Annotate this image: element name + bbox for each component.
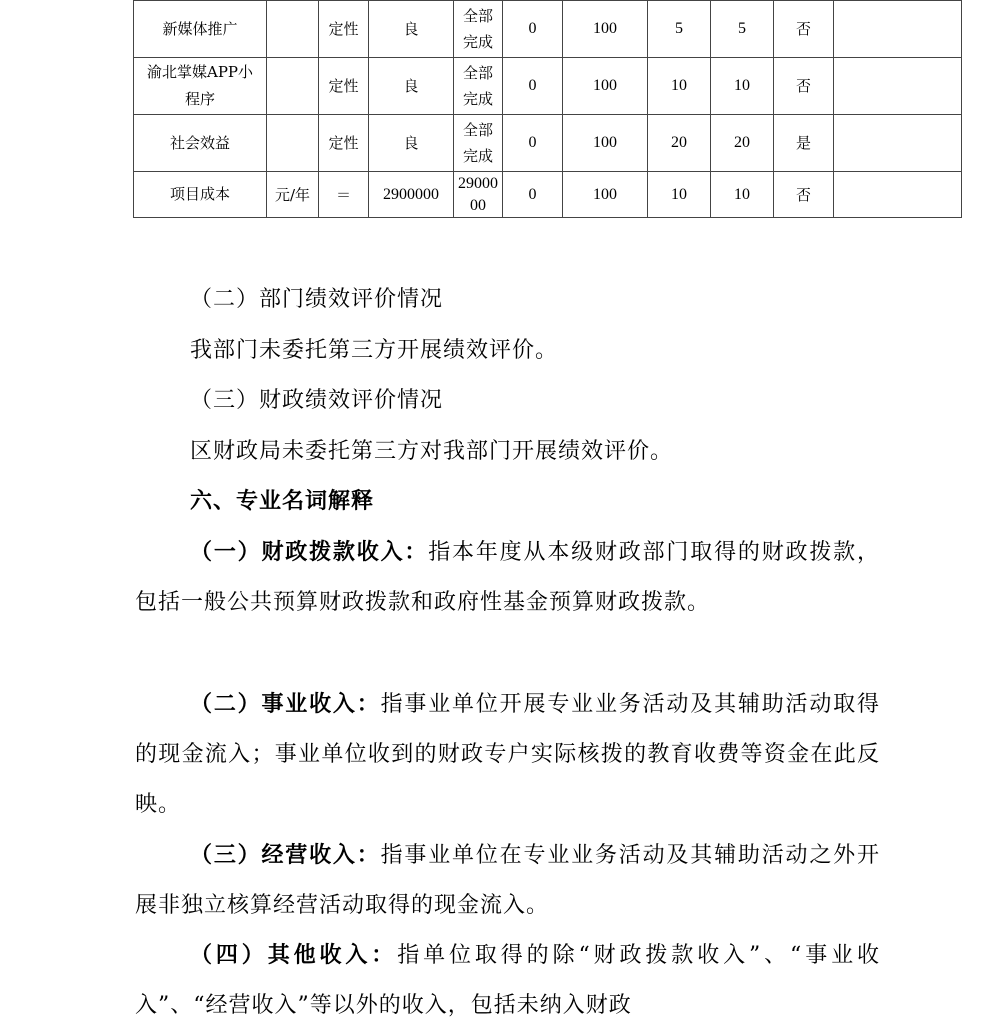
indicator-type: ＝: [319, 172, 369, 218]
glossary-definition: 指事业单位开展专业业务活动及其辅助活动取得的现金流入；事业单位收到的财政专户实际核拨的教育收费等资金在此反映。: [135, 692, 880, 817]
glossary-definition: 指事业单位在专业业务活动及其辅助活动之外开展非独立核算经营活动取得的现金流入。: [135, 843, 880, 918]
dept-eval-text: 我部门未委托第三方开展绩效评价。: [190, 338, 559, 363]
glossary-term: （一）财政拨款收入：: [190, 540, 429, 565]
glossary-term: （三）经营收入：: [190, 843, 381, 868]
cell-c7: 100: [563, 58, 648, 115]
indicator-unit: 元/年: [267, 172, 319, 218]
cell-c6: 0: [503, 58, 563, 115]
actual-value-text: 全部完成: [462, 7, 493, 51]
indicator-type: 定性: [319, 115, 369, 172]
cell-c10: 否: [774, 58, 834, 115]
cell-c6: 0: [503, 1, 563, 58]
glossary-definition: 指单位取得的除“财政拨款收入”、“事业收入”、“经营收入”等以外的收入，包括未纳入财政: [135, 943, 880, 1018]
indicator-name: [134, 58, 267, 115]
performance-table: [133, 0, 962, 218]
fin-eval-heading: （三）财政绩效评价情况: [190, 388, 444, 413]
actual-value-text: 全部完成: [462, 64, 493, 108]
cell-c10: 否: [774, 172, 834, 218]
cell-c11: [834, 115, 962, 172]
actual-value: [454, 58, 503, 115]
cell-c6: 0: [503, 115, 563, 172]
cell-c11: [834, 172, 962, 218]
cell-c10: 否: [774, 1, 834, 58]
glossary-heading: 六、专业名词解释: [190, 489, 375, 514]
cell-c10: 是: [774, 115, 834, 172]
actual-value: [454, 1, 503, 58]
cell-c9: 5: [711, 1, 774, 58]
indicator-unit: [267, 115, 319, 172]
cell-c8: 20: [648, 115, 711, 172]
glossary-item-3: [135, 831, 880, 931]
indicator-type: 定性: [319, 58, 369, 115]
glossary-definition: 指本年度从本级财政部门取得的财政拨款，包括一般公共预算财政拨款和政府性基金预算财政拨款。: [135, 540, 880, 615]
dept-eval-heading: （二）部门绩效评价情况: [190, 287, 444, 312]
cell-c8: 10: [648, 172, 711, 218]
actual-value: [454, 115, 503, 172]
cell-c6: 0: [503, 172, 563, 218]
indicator-unit: [267, 58, 319, 115]
indicator-unit: [267, 1, 319, 58]
table-row: [134, 58, 962, 115]
cell-c11: [834, 58, 962, 115]
actual-value: [454, 172, 503, 218]
target-value: 2900000: [369, 172, 454, 218]
cell-c7: 100: [563, 1, 648, 58]
indicator-name: 社会效益: [134, 115, 267, 172]
fin-eval-text: 区财政局未委托第三方对我部门开展绩效评价。: [190, 439, 674, 464]
table-row: [134, 1, 962, 58]
glossary-term: （二）事业收入：: [190, 692, 381, 717]
target-value: 良: [369, 1, 454, 58]
table-row: [134, 172, 962, 218]
cell-c9: 10: [711, 172, 774, 218]
cell-c7: 100: [563, 115, 648, 172]
glossary-term: （四）其他收入：: [190, 943, 398, 968]
table-row: [134, 115, 962, 172]
indicator-name: 项目成本: [134, 172, 267, 218]
indicator-name: 新媒体推广: [134, 1, 267, 58]
cell-c8: 5: [648, 1, 711, 58]
cell-c9: 10: [711, 58, 774, 115]
cell-c7: 100: [563, 172, 648, 218]
cell-c9: 20: [711, 115, 774, 172]
actual-value-text: 2900000: [458, 174, 498, 214]
cell-c8: 10: [648, 58, 711, 115]
target-value: 良: [369, 115, 454, 172]
glossary-item-2: [135, 680, 880, 830]
indicator-type: 定性: [319, 1, 369, 58]
actual-value-text: 全部完成: [462, 121, 493, 165]
glossary-item-1: [135, 528, 880, 628]
indicator-name-text: 渝北掌媒APP小程序: [146, 63, 254, 108]
glossary-item-4: [135, 931, 880, 1031]
cell-c11: [834, 1, 962, 58]
target-value: 良: [369, 58, 454, 115]
